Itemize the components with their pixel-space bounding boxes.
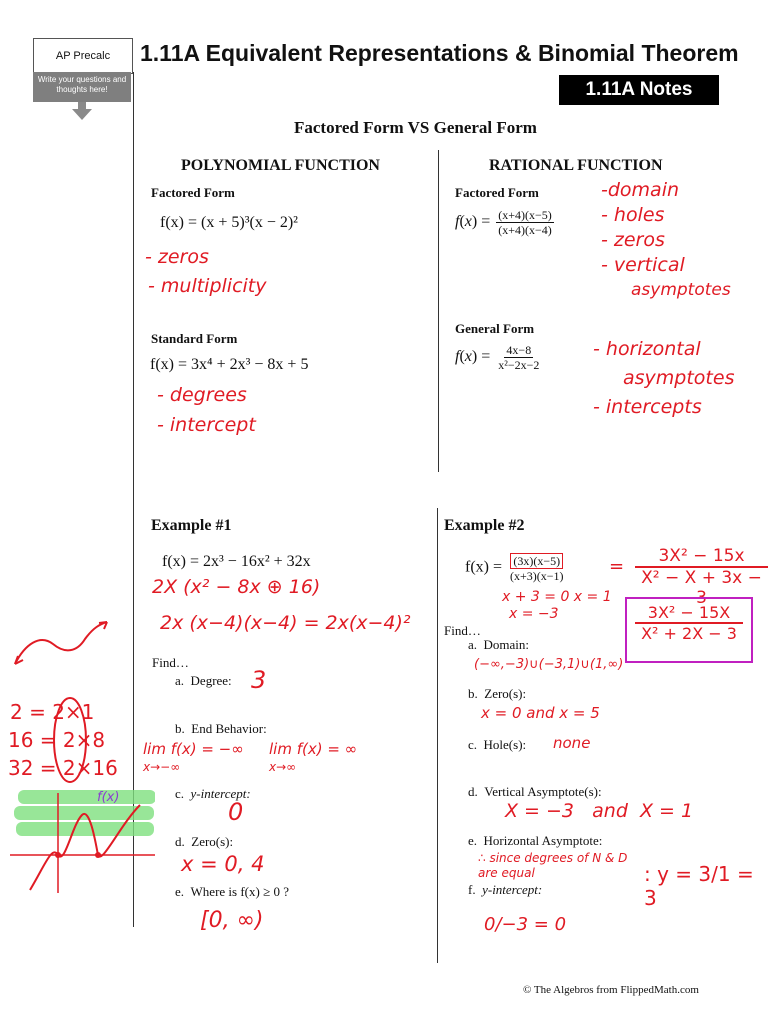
- ex1-item-e: e. Where is f(x) ≥ 0 ?: [175, 884, 289, 899]
- ex2-answer-c: none: [553, 734, 591, 752]
- example1-work-2: 2x (x−4)(x−4) = 2x(x−4)²: [160, 612, 411, 634]
- rat-factored-expr: f(x) = $\frac{(x+4)(x-5)}{(x+4)(x-4)}$: [455, 208, 552, 237]
- rat-general-num: 4x−8: [506, 343, 532, 357]
- ex2-item-e: e. Horizontal Asymptote:: [468, 833, 603, 848]
- rat-general-expr: f(x) = $\frac{4x-8}{\text{x²−2x−2}}$: [455, 343, 540, 372]
- ex2-item-c: c. Hole(s):: [468, 737, 527, 752]
- rat-factored-num: (x+4)(x−5): [498, 208, 552, 222]
- polynomial-heading: POLYNOMIAL FUNCTION: [181, 157, 380, 174]
- example2-expr: f(x) = $\frac{(3x)(x-5)}{(x+3)(x-1)}$: [465, 554, 564, 583]
- ex2-boxed-fraction: 3X² − 15X X² + 2X − 3: [625, 597, 753, 663]
- ex2-expr-den: (x+3)(x−1): [510, 569, 564, 583]
- ex1-item-c: c. y-intercept:: [175, 786, 251, 801]
- ex2-answer-e: ∴ since degrees of N & D are equal: [478, 851, 628, 880]
- poly-factored-note-1: - zeros: [145, 246, 209, 268]
- ex2-answer-b: x = 0 and x = 5: [481, 704, 600, 722]
- ex2-answer-d: X = −3 and X = 1: [505, 800, 694, 822]
- poly-standard-expr: f(x) = 3x⁴ + 2x³ − 8x + 5: [150, 356, 309, 373]
- rat-factored-label: Factored Form: [455, 185, 539, 200]
- course-label: AP Precalc: [55, 50, 111, 62]
- ex2-work-2: x = −3: [509, 606, 559, 622]
- ex2-answer-e-2: : y = 3/1 = 3: [644, 862, 754, 910]
- ex2-answer-a: (−∞,−3)∪(−3,1)∪(1,∞): [474, 657, 624, 672]
- ex2-answer-f: 0/−3 = 0: [484, 914, 567, 935]
- poly-factored-note-2: - multiplicity: [148, 275, 267, 297]
- course-label-box: [33, 38, 133, 74]
- down-arrow-icon: [72, 102, 92, 120]
- example1-find: Find…: [152, 655, 189, 670]
- section-title: Factored Form VS General Form: [294, 118, 537, 137]
- column-divider-top: [438, 150, 439, 472]
- rat-factored-notes: -domain - holes - zeros - vertical asymptotes: [601, 179, 731, 300]
- poly-factored-expr: f(x) = (x + 5)³(x − 2)²: [160, 214, 298, 231]
- rat-general-notes: - horizontal asymptotes - intercepts: [593, 338, 735, 418]
- ex2-expr-num: (3x)(x−5): [510, 553, 563, 569]
- notes-badge: 1.11A Notes: [559, 75, 719, 105]
- poly-factored-label: Factored Form: [151, 185, 235, 200]
- rat-general-label: General Form: [455, 321, 535, 336]
- poly-standard-note-1: - degrees: [157, 384, 247, 406]
- example1-expr: f(x) = 2x³ − 16x² + 32x: [162, 553, 311, 570]
- example2-title: Example #2: [444, 517, 525, 534]
- example1-title: Example #1: [151, 517, 232, 534]
- poly-standard-note-2: - intercept: [157, 414, 256, 436]
- ex1-answer-c: 0: [228, 798, 244, 826]
- example2-find: Find…: [444, 623, 481, 638]
- margin-eq-3: 32 = 2×16: [8, 756, 118, 780]
- margin-eq-2: 16 = 2×8: [8, 728, 106, 752]
- ex1-item-b: b. End Behavior:: [175, 721, 267, 736]
- end-behavior-sketch: [5, 614, 117, 674]
- ex1-answer-e: [0, ∞): [200, 908, 264, 933]
- ex2-equals: =: [609, 556, 625, 577]
- graph-fx-label: f(x): [97, 790, 120, 805]
- ex1-answer-b-right: lim f(x) = ∞ x→∞: [269, 740, 358, 774]
- margin-eq-1: 2 = 2×1: [10, 700, 95, 724]
- ex2-expanded: 3X² − 15x X² − X + 3x − 3: [635, 546, 768, 608]
- ex2-item-d: d. Vertical Asymptote(s):: [468, 784, 602, 799]
- footer-credit: © The Algebros from FlippedMath.com: [523, 984, 699, 996]
- graph-sketch: [10, 785, 155, 895]
- ex1-answer-a: 3: [251, 666, 267, 694]
- ex2-work-1: x + 3 = 0 x = 1: [502, 589, 612, 605]
- ex1-item-a: a. Degree:: [175, 673, 232, 688]
- rat-factored-den: (x+4)(x−4): [498, 223, 552, 237]
- rat-general-den: x²−2x−2: [498, 358, 540, 372]
- ex2-item-f: f. y-intercept:: [468, 882, 543, 897]
- rational-heading: RATIONAL FUNCTION: [489, 157, 663, 174]
- ex1-answer-b-left: lim f(x) = −∞ x→−∞: [143, 740, 244, 774]
- thoughts-prompt: Write your questions and thoughts here!: [33, 72, 131, 102]
- factor-circle: [50, 695, 90, 785]
- ex1-answer-d: x = 0, 4: [181, 852, 265, 876]
- ex2-item-a: a. Domain:: [468, 637, 530, 652]
- page-title: 1.11A Equivalent Representations & Binomial Theorem: [140, 40, 739, 66]
- ex2-item-b: b. Zero(s):: [468, 686, 527, 701]
- ex1-item-d: d. Zero(s):: [175, 834, 234, 849]
- example1-work-1: 2X (x² − 8x ⊕ 16): [152, 576, 321, 598]
- poly-standard-label: Standard Form: [151, 331, 238, 346]
- column-divider-bottom: [437, 508, 438, 963]
